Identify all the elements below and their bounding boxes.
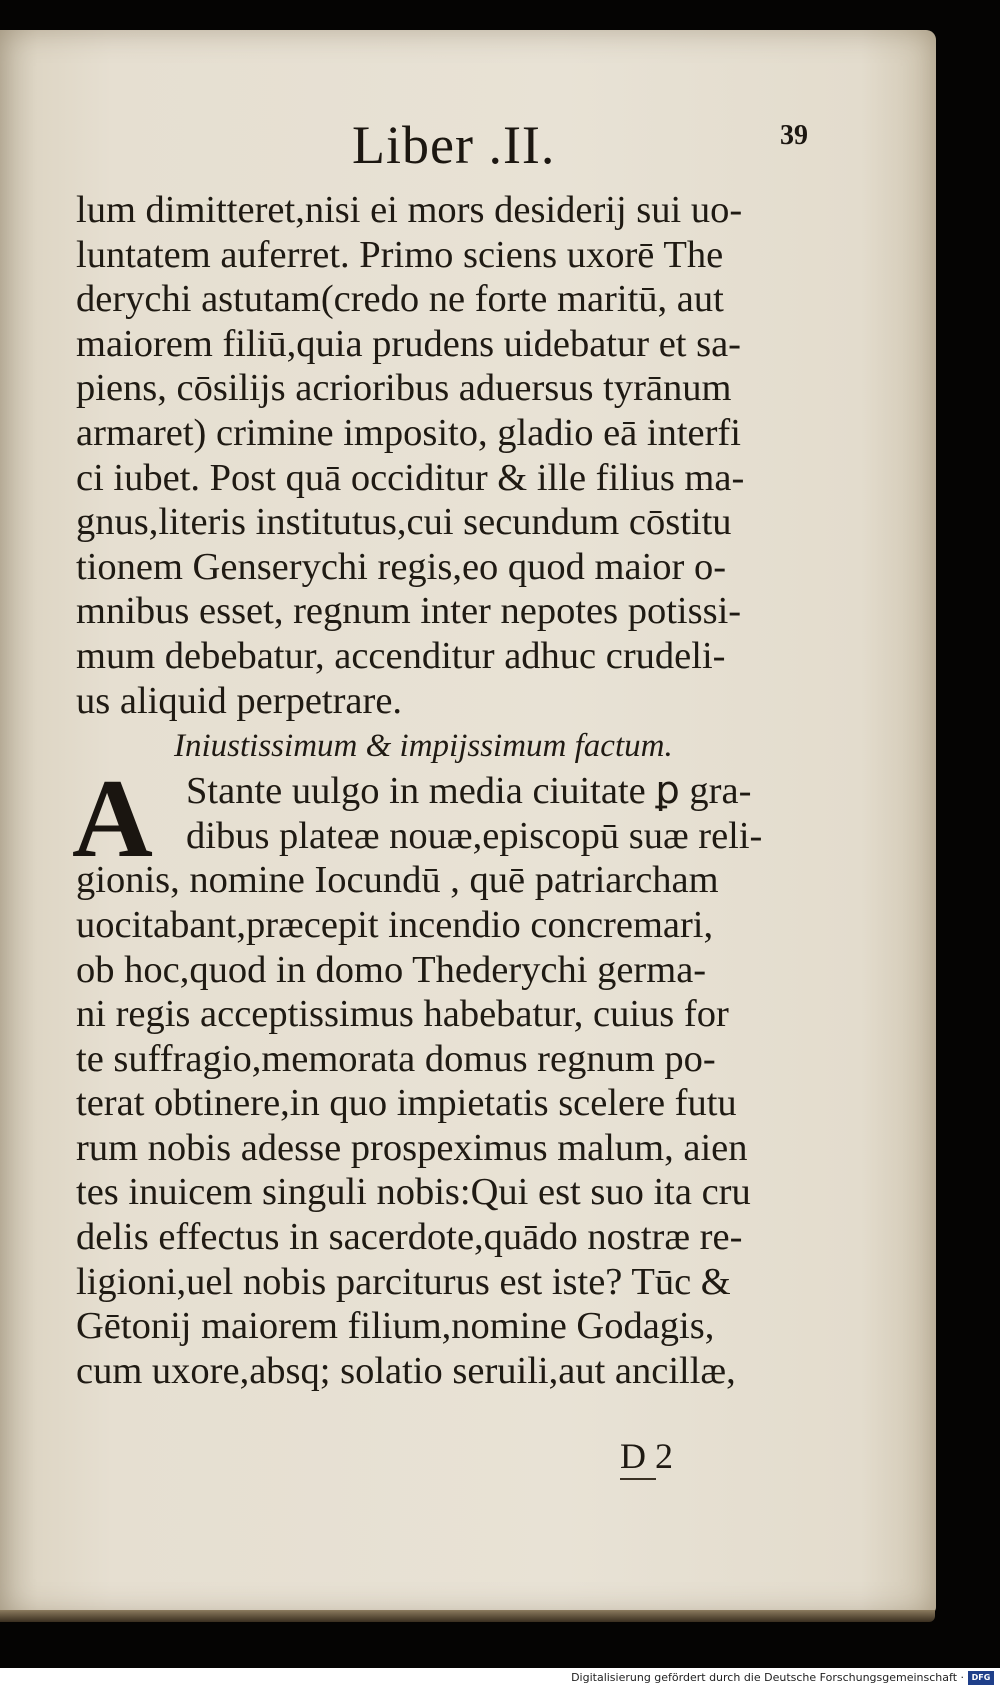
text-line: gnus,literis institutus,cui secundum cōstitu xyxy=(76,501,732,544)
signature-mark: D 2 xyxy=(620,1436,673,1476)
text-line: rum nobis adesse prospeximus malum, aien xyxy=(76,1126,748,1169)
text-line: cum uxore,absq; solatio seruili,aut ancillæ, xyxy=(76,1349,736,1392)
text-line: maiorem filiū,quia prudens uidebatur et sa- xyxy=(76,322,741,365)
text-line: us aliquid perpetrare. xyxy=(76,679,403,722)
text-line: Stante uulgo in media ciuitate ꝑ gra- xyxy=(186,770,752,813)
text-line: gionis, nomine Iocundū , quē patriarcham xyxy=(76,859,719,902)
text-line: mnibus esset, regnum inter nepotes potissi- xyxy=(76,590,742,633)
folio-number: 39 xyxy=(780,120,808,151)
running-head-title: Liber .II. xyxy=(352,115,556,175)
section-subheading: Iniustissimum & impijssimum factum. xyxy=(174,728,673,765)
text-line: dibus plateæ nouæ,episcopū suæ reli- xyxy=(186,814,763,857)
text-line: tionem Genserychi regis,eo quod maior o- xyxy=(76,545,727,588)
running-head xyxy=(0,115,936,178)
text-line: ob hoc,quod in domo Thederychi germa- xyxy=(76,948,707,991)
signature-underline xyxy=(620,1478,656,1480)
text-line: derychi astutam(credo ne forte maritū, aut xyxy=(76,278,724,321)
main-text-block xyxy=(72,188,836,1393)
footer-bar xyxy=(0,1668,1000,1689)
text-line: terat obtinere,in quo impietatis scelere futu xyxy=(76,1082,737,1125)
drop-cap-initial: A xyxy=(72,757,153,882)
page-bottom-edge xyxy=(0,1610,935,1622)
text-line: ni regis acceptissimus habebatur, cuius for xyxy=(76,993,729,1036)
text-line: piens, cōsilijs acrioribus aduersus tyrānum xyxy=(76,367,732,410)
text-line: lum dimitteret,nisi ei mors desiderij sui uo- xyxy=(76,189,743,231)
text-line: ci iubet. Post quā occiditur & ille filius ma- xyxy=(76,456,745,499)
text-line: luntatem auferret. Primo sciens uxorē The xyxy=(76,233,724,276)
text-line: armaret) crimine imposito, gladio eā interfi xyxy=(76,411,741,454)
text-line: uocitabant,præcepit incendio concremari, xyxy=(76,903,714,946)
text-line: tes inuicem singuli nobis:Qui est suo ita cru xyxy=(76,1171,751,1214)
book-page xyxy=(0,30,936,1615)
footer-credit: Digitalisierung gefördert durch die Deutsche Forschungsgemeinschaft · xyxy=(571,1671,964,1684)
second-paragraph xyxy=(72,757,836,1393)
text-line: Gētonij maiorem filium,nomine Godagis, xyxy=(76,1305,715,1348)
text-line: ligioni,uel nobis parciturus est iste? Tūc & xyxy=(76,1260,731,1303)
text-line: delis effectus in sacerdote,quādo nostræ re- xyxy=(76,1216,743,1259)
dfg-logo-icon: DFG xyxy=(968,1671,994,1685)
text-line: te suffragio,memorata domus regnum po- xyxy=(76,1037,716,1080)
text-line: mum debebatur, accenditur adhuc crudeli- xyxy=(76,634,726,677)
